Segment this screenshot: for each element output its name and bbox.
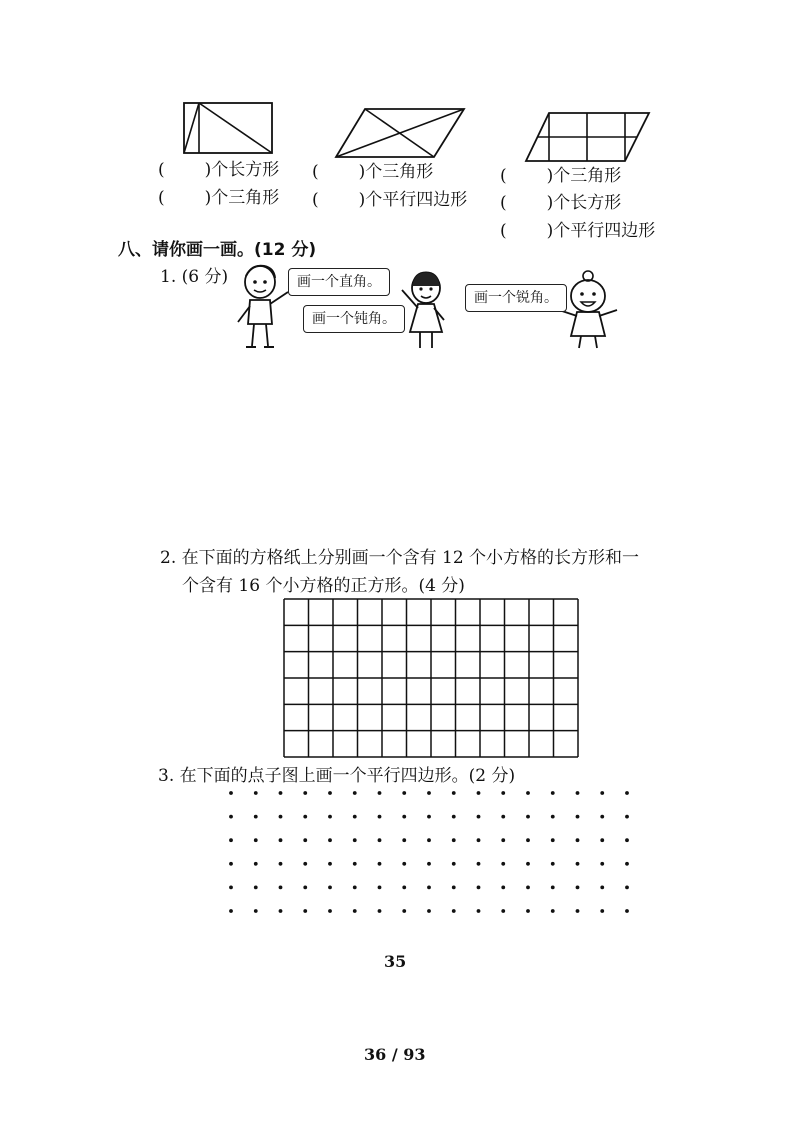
grid-dot — [526, 862, 530, 866]
grid-dot — [452, 838, 456, 842]
grid-dot — [328, 815, 332, 819]
grid-dot — [279, 791, 283, 795]
grid-dot — [402, 791, 406, 795]
grid-dot — [279, 862, 283, 866]
grid-dot — [353, 815, 357, 819]
grid-dot — [551, 838, 555, 842]
pdf-page-indicator: 36 / 93 — [364, 1045, 426, 1064]
figure-parallelogram-x — [335, 108, 465, 158]
grid-dot — [625, 886, 629, 890]
q2-text-line1: 2. 在下面的方格纸上分别画一个含有 12 个小方格的长方形和一 — [160, 548, 640, 568]
grid-dot — [477, 862, 481, 866]
grid-dot — [501, 838, 505, 842]
girl-illustration — [398, 268, 453, 352]
grid-dot — [229, 909, 233, 913]
grid-dot — [576, 862, 580, 866]
grid-dot — [600, 791, 604, 795]
figure-rectangle — [183, 102, 273, 154]
grid-dot — [229, 886, 233, 890]
grid-dot — [600, 815, 604, 819]
grid-dot — [229, 815, 233, 819]
grid-dot — [254, 886, 258, 890]
fig1-answer-2: ( )个三角形 — [158, 188, 280, 208]
grid-dot — [402, 838, 406, 842]
grid-dot — [477, 791, 481, 795]
grid-dot — [402, 886, 406, 890]
bubble-acute-angle: 画一个锐角。 — [465, 284, 567, 312]
grid-dot — [353, 862, 357, 866]
grid-dot — [303, 909, 307, 913]
grid-dot — [427, 909, 431, 913]
grid-dot — [625, 862, 629, 866]
grid-dot — [402, 909, 406, 913]
grid-dot — [576, 791, 580, 795]
grid-dot — [378, 838, 382, 842]
grid-dot — [501, 886, 505, 890]
grid-dot — [378, 815, 382, 819]
grid-dot — [279, 886, 283, 890]
grid-dot — [576, 838, 580, 842]
grid-dot — [353, 909, 357, 913]
grid-dot — [254, 815, 258, 819]
fig2-answer-2: ( )个平行四边形 — [312, 190, 468, 210]
grid-dot — [576, 815, 580, 819]
fig2-answer-1: ( )个三角形 — [312, 162, 434, 182]
grid-dot — [551, 909, 555, 913]
grid-dot — [452, 862, 456, 866]
grid-dot — [427, 815, 431, 819]
grid-dot — [551, 815, 555, 819]
grid-dot — [600, 838, 604, 842]
grid-dot — [229, 862, 233, 866]
grid-dot — [328, 886, 332, 890]
grid-dot — [477, 886, 481, 890]
grid-dot — [303, 838, 307, 842]
grid-dot — [625, 909, 629, 913]
figure-parallelogram-grid — [525, 112, 650, 162]
grid-dot — [378, 862, 382, 866]
grid-dot — [576, 909, 580, 913]
grid-dot — [551, 791, 555, 795]
grid-dot — [303, 862, 307, 866]
boy-illustration — [232, 262, 292, 350]
grid-dot — [452, 815, 456, 819]
grid-dot — [551, 886, 555, 890]
dot-grid[interactable] — [228, 790, 630, 914]
grid-dot — [328, 838, 332, 842]
grid-paper[interactable] — [283, 598, 579, 758]
grid-dot — [526, 838, 530, 842]
fig3-answer-2: ( )个长方形 — [500, 193, 622, 213]
grid-dot — [279, 815, 283, 819]
grid-dot — [600, 909, 604, 913]
grid-dot — [501, 862, 505, 866]
grid-dot — [477, 838, 481, 842]
grid-dot — [625, 838, 629, 842]
section-heading: 八、请你画一画。(12 分) — [118, 240, 317, 260]
grid-dot — [328, 791, 332, 795]
bubble-obtuse-angle: 画一个钝角。 — [303, 305, 405, 333]
grid-dot — [229, 791, 233, 795]
grid-dot — [427, 791, 431, 795]
grid-dot — [353, 886, 357, 890]
grid-dot — [402, 815, 406, 819]
grid-dot — [452, 791, 456, 795]
grid-dot — [279, 909, 283, 913]
grid-dot — [576, 886, 580, 890]
grid-dot — [501, 791, 505, 795]
grid-dot — [279, 838, 283, 842]
grid-dot — [378, 886, 382, 890]
grid-dot — [477, 909, 481, 913]
grid-dot — [501, 909, 505, 913]
grid-dot — [353, 791, 357, 795]
grid-dot — [254, 862, 258, 866]
grid-dot — [303, 886, 307, 890]
grid-dot — [526, 886, 530, 890]
grid-dot — [501, 815, 505, 819]
grid-dot — [427, 862, 431, 866]
grid-dot — [452, 909, 456, 913]
fig1-answer-1: ( )个长方形 — [158, 160, 280, 180]
grid-dot — [600, 886, 604, 890]
grid-dot — [378, 791, 382, 795]
grid-dot — [477, 815, 481, 819]
q1-label: 1. (6 分) — [160, 267, 229, 287]
grid-dot — [353, 838, 357, 842]
grid-dot — [303, 815, 307, 819]
grid-dot — [526, 909, 530, 913]
grid-dot — [254, 909, 258, 913]
grid-dot — [625, 791, 629, 795]
q3-text: 3. 在下面的点子图上画一个平行四边形。(2 分) — [158, 766, 516, 786]
grid-dot — [378, 909, 382, 913]
grid-dot — [328, 909, 332, 913]
grid-dot — [254, 838, 258, 842]
grid-dot — [526, 815, 530, 819]
grid-dot — [625, 815, 629, 819]
grid-dot — [229, 838, 233, 842]
fig3-answer-3: ( )个平行四边形 — [500, 221, 656, 241]
grid-dot — [526, 791, 530, 795]
grid-dot — [402, 862, 406, 866]
q2-text-line2: 个含有 16 个小方格的正方形。(4 分) — [182, 576, 465, 596]
bubble-right-angle: 画一个直角。 — [288, 268, 390, 296]
grid-dot — [427, 886, 431, 890]
grid-dot — [452, 886, 456, 890]
grid-dot — [328, 862, 332, 866]
grid-dot — [600, 862, 604, 866]
page-number: 35 — [384, 952, 407, 971]
grid-dot — [303, 791, 307, 795]
grid-dot — [254, 791, 258, 795]
grid-dot — [427, 838, 431, 842]
fig3-answer-1: ( )个三角形 — [500, 166, 622, 186]
grid-dot — [551, 862, 555, 866]
